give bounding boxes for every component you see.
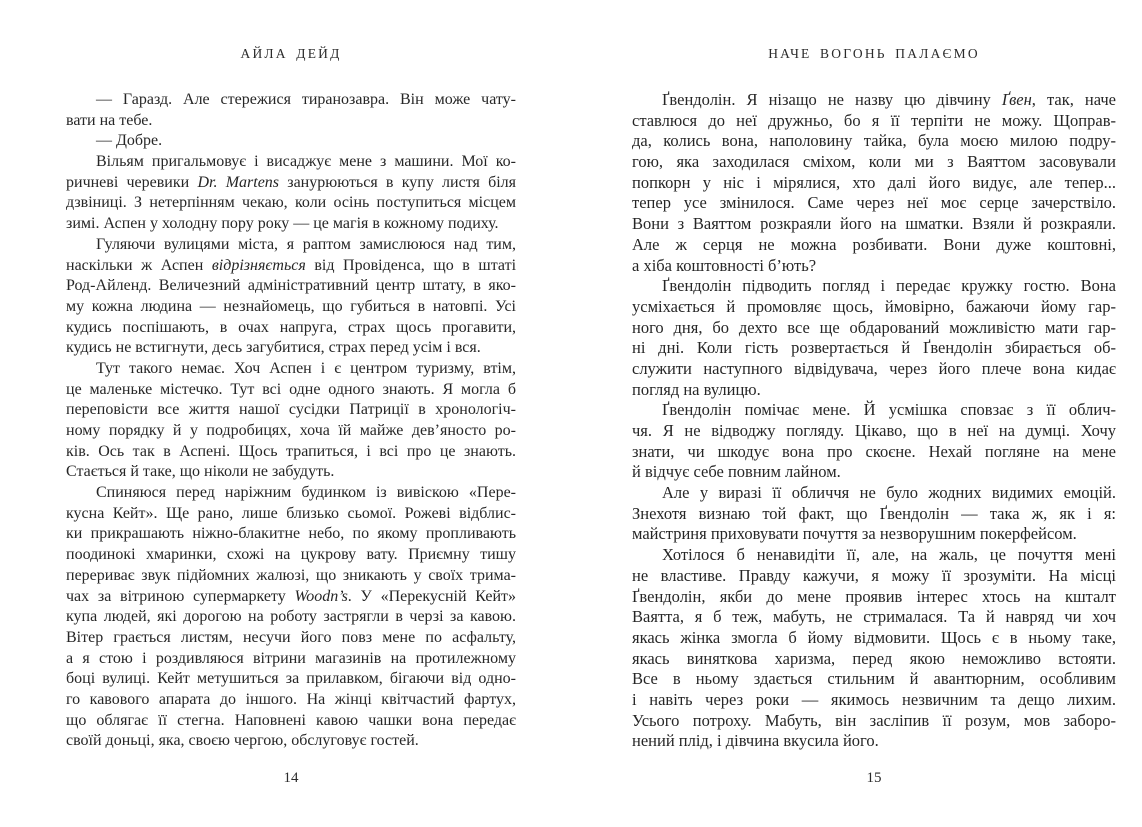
text-line: майстриня приховувати почуття за незворушним покерфейсом. [632,524,1077,544]
text-line: Усього потроху. Мабуть, він засліпив її розум, мов заборо- [632,710,1116,730]
text-line: не властиве. Правду кажучи, я можу її зрозуміти. На місці [632,565,1116,585]
text-line: а я стою і роздивляюся вітрини магазинів на протилежному [66,649,516,667]
page-body-right [632,90,1116,752]
text-line: служити наступного відвідувача, через його плече вона кидає [632,358,1116,378]
text-line: Стається й таке, що ніколи не забудуть. [66,463,335,481]
text-line: наскільки ж Аспен відрізняється від Провіденса, що в штаті [66,256,516,274]
text-line: Род-Айленд. Величезний адміністративний центр штату, в яко- [66,277,516,295]
text-line: Хотілося б ненавидіти її, але, на жаль, це почуття мені [662,545,1116,565]
text-line: ставлюся до неї дружньо, бо я її терпіти не можу. Щоправ- [632,110,1116,130]
text-line: Ґвендолін помічає мене. Й усмішка сповзає з її облич- [662,400,1116,420]
text-line: купа людей, які дорогою на роботу застрягли в черзі за кавою. [66,608,516,626]
text-line: Але ж серця не можна розбивати. Вони дуже коштовні, [632,234,1116,254]
text-line: попкорн у ніс і мірялися, хто далі його видує, але тепер... [632,172,1116,192]
running-header-right: НАЧЕ ВОГОНЬ ПАЛАЄМО [768,46,980,61]
page-number-right: 15 [866,770,882,786]
text-line: поодинокі хмаринки, схожі на цукрову вату. Приємну тишу [66,546,516,564]
text-line: му кожна людина — незнайомець, що губиться в натовпі. Усі [66,297,516,315]
text-line: Вітер грається листям, несучи його повз мене по асфальту, [66,628,516,646]
text-line: ки прикрашають ніжно-блакитне небо, по якому пропливають [66,525,516,543]
running-header-left: АЙЛА ДЕЙД [240,46,342,61]
text-line: ного дня, бо дехто все ще обдарований можливістю мати гар- [632,317,1116,337]
text-line: ків. Ось так в Аспені. Щось трапиться, і всі про це знають. [66,442,516,460]
text-line: Знехотя визнаю той факт, що Ґвендолін — така ж, як і я: [632,503,1116,523]
text-line: переповісти все життя нашої сусідки Патриції в хронологіч- [66,401,516,419]
text-line: да, колись вона, наполовину тайка, була моєю милою подру- [632,131,1116,151]
text-line: Вільям пригальмовує і висаджує мене з машини. Мої ко- [96,153,516,171]
text-line: кусна Кейт». Ще рано, лише близько сьомої. Рожеві відблис- [66,504,516,522]
page-right [632,0,1116,827]
text-line: Спиняюся перед наріжним будинком із вивіскою «Пере- [96,484,516,502]
text-line: ному порядку й у подробицях, хоча їй майже дев’яносто ро- [66,422,516,439]
text-line: кудись поспішають, в очах напруга, страх щось прогавити, [66,318,516,336]
text-line: Тут такого немає. Хоч Аспен і є центром туризму, втім, [96,359,516,377]
text-line: якась виняткова харизма, перед якою неможливо встояти. [632,648,1116,668]
text-line: зимі. Аспен у холодну пору року — це магія в кожному подиху. [66,215,499,233]
text-line: го кавового апарата до іншого. На жінці квітчастий фартух, [66,690,516,708]
text-line: Ґвендолін. Я нізащо не назву цю дівчину Ґвен, так, наче [662,90,1116,109]
page-number-left: 14 [283,770,299,786]
text-line: чя. Я не відводжу погляду. Цікаво, що в неї на думці. Хочу [632,421,1116,440]
text-line: знати, чи шкодує вона про скоєне. Нехай погляне на мене [632,441,1116,461]
text-line: і навіть через роки — якимось незвичним та дещо лихим. [632,689,1116,709]
text-line: Гуляючи вулицями міста, я раптом замислююся над тим, [96,235,516,253]
text-line: — Добре. [96,132,163,150]
text-line: погляд на вулицю. [632,379,761,399]
text-line: — Гаразд. Але стережися тиранозавра. Він може чату- [96,91,516,108]
text-line: кудись не встигнути, десь загубитися, страх перед усім і вся. [66,339,481,357]
text-line: Ваятта, я б теж, мабуть, не стрималася. Та й навряд чи хоч [632,607,1116,627]
text-line: вати на тебе. [66,111,153,129]
page-body-left [66,90,516,752]
text-line: якась жінка змогла б йому відмовити. Щось є в ньому таке, [632,627,1116,647]
text-line: Все в ньому здається стильним й авантюрним, особливим [632,669,1116,689]
text-line: й відчує себе повним лайном. [632,462,841,482]
text-line: ричневі черевики Dr. Martens занурюються в купу листя біля [66,173,516,191]
text-line: Ґвендолін підводить погляд і передає кружку гостю. Вона [662,276,1116,296]
text-line: нений плід, і дівчина вкусила його. [632,731,879,751]
text-line: чах за вітриною супермаркету Woodn’s. У «Перекусній Кейт» [66,587,516,605]
text-line: своїй доньці, яка, своєю чергою, обслуговує гостей. [66,732,419,750]
text-line: гою, яка заходилася сміхом, коли ми з Ваяттом засовували [632,152,1116,172]
text-line: Ґвендолін, якби до мене проявив інтерес хтось на кшталт [632,586,1116,606]
text-line: а хіба коштовності б’ють? [632,255,817,275]
text-line: Але у виразі її обличчя не було жодних видимих емоцій. [662,483,1116,503]
text-line: дзвіниці. З нетерпінням чекаю, коли осінь поступиться місцем [66,194,516,212]
text-line: це маленьке містечко. Тут всі одне одного знають. Я могла б [66,380,516,398]
text-line: боці вулиці. Кейт метушиться за прилавком, бігаючи від одно- [66,670,516,688]
page-left [66,0,516,827]
text-line: тепер усе змінилося. Саме через неї моє серце зачерствіло. [632,193,1116,213]
text-line: усміхається й промовляє щось, ймовірно, бажаючи йому гар- [632,296,1116,316]
text-line: перериває звук підйомних жалюзі, що зникають у своїх трима- [66,566,516,584]
text-line: що облягає її стегна. Наповнені кавою чашки вона передає [66,711,516,729]
text-line: Вони з Ваяттом розкраяли його на шматки. Взяли й розкраяли. [632,214,1116,234]
text-line: ні дні. Коли гість розвертається й Ґвендолін збирається об- [632,338,1116,358]
